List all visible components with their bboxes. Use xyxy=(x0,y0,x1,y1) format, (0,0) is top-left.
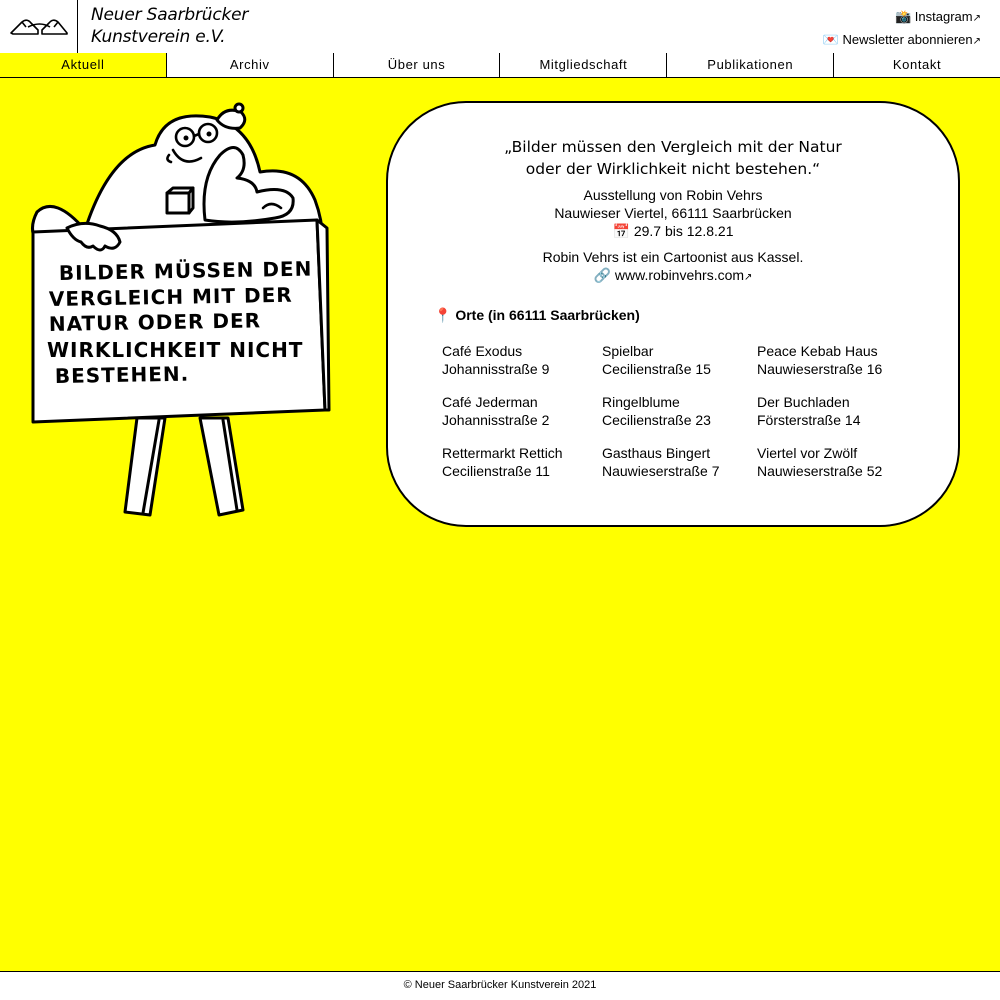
place-name: Gasthaus Bingert xyxy=(602,445,711,461)
sign-line-4: WIRKLICHKEIT NICHT xyxy=(47,338,304,362)
place-name: Der Buchladen xyxy=(757,394,850,410)
place-address: Cecilienstraße 23 xyxy=(602,412,711,428)
orte-title: Orte (in 66111 Saarbrücken) xyxy=(455,307,640,323)
instagram-link[interactable] xyxy=(823,6,981,29)
logo[interactable] xyxy=(0,0,78,53)
newsletter-link[interactable] xyxy=(823,29,981,52)
exhibition-info xyxy=(388,186,958,287)
pin-icon: 📍 xyxy=(434,307,452,323)
nav-mitgliedschaft[interactable]: Mitgliedschaft xyxy=(500,53,667,77)
place-name: Café Exodus xyxy=(442,343,523,359)
place-name: Peace Kebab Haus xyxy=(757,343,878,359)
place-name: Viertel vor Zwölf xyxy=(757,445,858,461)
orte-heading xyxy=(434,306,640,324)
nav-kontakt[interactable]: Kontakt xyxy=(892,57,942,72)
shoes-logo-icon xyxy=(8,13,70,41)
place-address: Cecilienstraße 11 xyxy=(442,463,550,479)
place-address: Försterstraße 14 xyxy=(757,412,861,428)
place-address: Johannisstraße 2 xyxy=(442,412,550,428)
newsletter-label: Newsletter abonnieren xyxy=(842,32,973,47)
artist-bio: Robin Vehrs ist ein Cartoonist aus Kassel. xyxy=(542,249,804,265)
place-item xyxy=(602,444,757,480)
dates-text: 29.7 bis 12.8.21 xyxy=(633,223,734,239)
link-icon: 🔗 xyxy=(593,267,611,283)
place-address: Nauwieserstraße 7 xyxy=(602,463,720,479)
site-footer xyxy=(0,971,1000,1000)
quote-line-2: oder der Wirklichkeit nicht bestehen.“ xyxy=(525,160,821,178)
nav-ueber-uns[interactable]: Über uns xyxy=(334,53,501,77)
site-title-line1: Neuer Saarbrücker xyxy=(91,5,249,25)
place-item xyxy=(442,393,602,429)
place-address: Johannisstraße 9 xyxy=(442,361,550,377)
place-name: Café Jederman xyxy=(442,394,538,410)
exhibition-subtitle: Ausstellung von Robin Vehrs xyxy=(583,187,763,203)
place-item xyxy=(442,342,602,378)
website-link[interactable]: www.robinvehrs.com xyxy=(614,267,745,283)
instagram-label: Instagram xyxy=(914,9,973,24)
sign-line-5: BESTEHEN. xyxy=(54,361,190,388)
sign-line-3: NATUR ODER DER xyxy=(48,308,262,336)
main-nav xyxy=(0,53,1000,78)
exhibition-dates xyxy=(388,222,958,240)
camera-icon: 📸 xyxy=(894,9,912,24)
place-name: Rettermarkt Rettich xyxy=(442,445,563,461)
exhibition-quote xyxy=(388,136,958,180)
cartoon-drawing xyxy=(25,100,345,520)
exhibition-location: Nauwieser Viertel, 66111 Saarbrücken xyxy=(554,205,792,221)
place-item xyxy=(602,342,757,378)
sign-line-1: BILDER MÜSSEN DEN xyxy=(58,256,313,285)
external-arrow-icon: ↗ xyxy=(972,36,981,47)
place-item xyxy=(757,444,917,480)
site-header xyxy=(0,0,1000,54)
artist-website[interactable] xyxy=(388,266,958,287)
place-address: Cecilienstraße 15 xyxy=(602,361,711,377)
cartoon-illustration xyxy=(25,100,345,520)
love-letter-icon: 💌 xyxy=(822,32,839,47)
site-title[interactable] xyxy=(91,4,248,48)
place-item xyxy=(757,393,917,429)
place-name: Spielbar xyxy=(602,343,654,359)
places-list xyxy=(442,342,922,480)
place-item xyxy=(602,393,757,429)
nav-aktuell[interactable]: Aktuell xyxy=(0,53,167,77)
quote-line-1: „Bilder müssen den Vergleich mit der Natur xyxy=(504,138,842,156)
place-item xyxy=(442,444,602,480)
nav-publikationen[interactable]: Publikationen xyxy=(667,53,834,77)
copyright-text: © Neuer Saarbrücker Kunstverein 2021 xyxy=(403,979,597,991)
place-address: Nauwieserstraße 16 xyxy=(757,361,883,377)
nav-archiv[interactable]: Archiv xyxy=(167,53,334,77)
external-arrow-icon: ↗ xyxy=(744,272,753,283)
place-address: Nauwieserstraße 52 xyxy=(757,463,883,479)
external-arrow-icon: ↗ xyxy=(972,13,981,24)
site-title-line2: Kunstverein e.V. xyxy=(91,27,226,47)
place-name: Ringelblume xyxy=(602,394,680,410)
header-links xyxy=(823,6,981,52)
sign-line-2: VERGLEICH MIT DER xyxy=(48,282,293,311)
place-item xyxy=(757,342,917,378)
exhibition-card xyxy=(386,101,960,527)
calendar-icon: 📅 xyxy=(612,223,630,239)
